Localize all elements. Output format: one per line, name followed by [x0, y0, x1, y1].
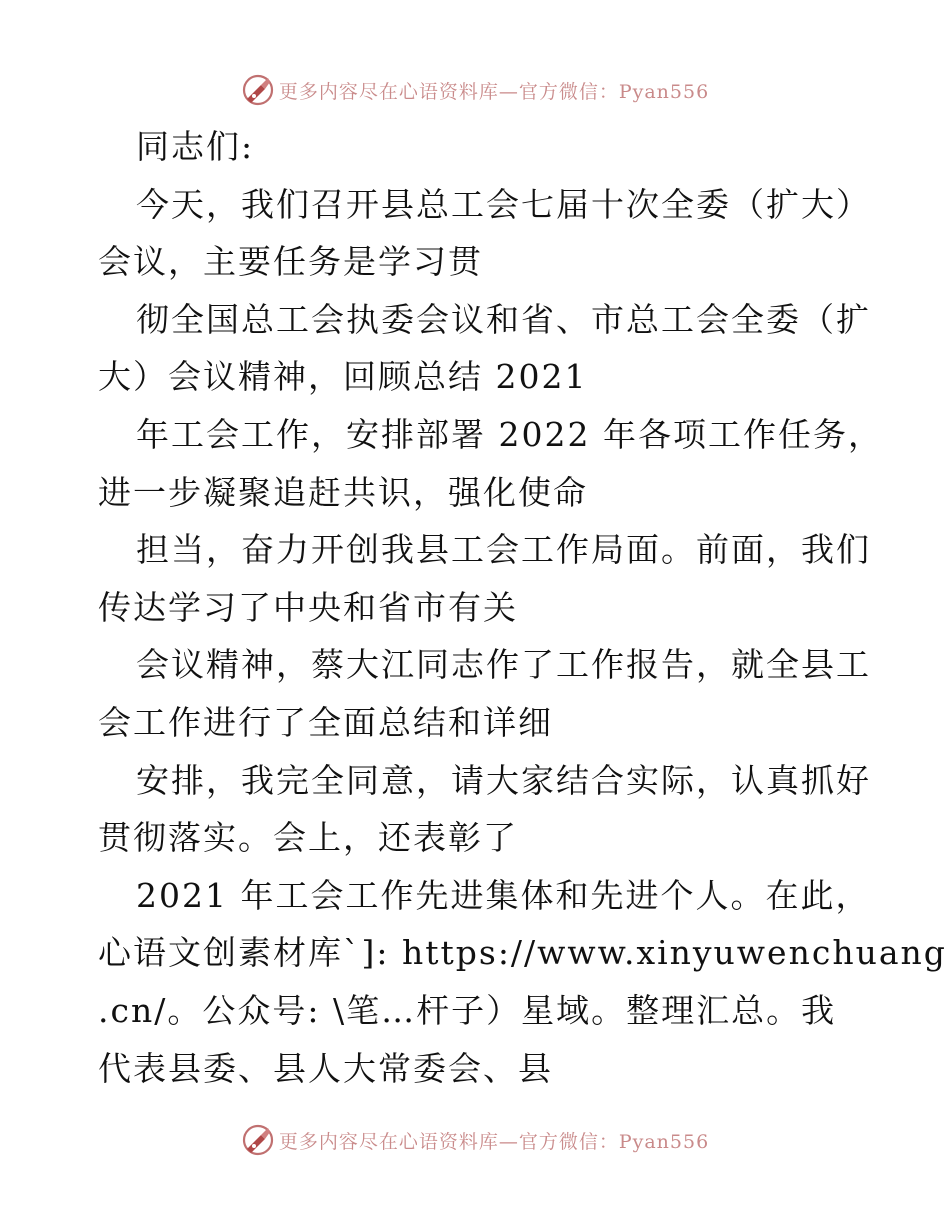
body-line: 贯彻落实。会上，还表彰了: [98, 818, 518, 858]
body-line: 担当，奋力开创我县工会工作局面。前面，我们: [136, 530, 871, 570]
document-body: [98, 118, 947, 1097]
body-line: 会议精神，蔡大江同志作了工作报告，就全县工: [136, 645, 871, 685]
body-line: 年工会工作，安排部署 2022 年各项工作任务，: [136, 414, 883, 454]
body-line: 代表县委、县人大常委会、县: [98, 1048, 553, 1088]
watermark-text: 更多内容尽在心语资料库—官方微信：Pyan556: [278, 1130, 710, 1153]
body-line: 安排，我完全同意，请大家结合实际，认真抓好: [136, 760, 871, 800]
pen-nib-logo-icon: [241, 73, 275, 107]
watermark-text: 更多内容尽在心语资料库—官方微信：Pyan556: [278, 80, 710, 103]
footer-watermark: [0, 1120, 950, 1160]
body-line: 2021 年工会工作先进集体和先进个人。在此，: [136, 875, 871, 915]
body-line: 今天，我们召开县总工会七届十次全委（扩大）: [136, 184, 871, 224]
body-line: 会工作进行了全面总结和详细: [98, 702, 553, 742]
body-line: 传达学习了中央和省市有关: [98, 587, 518, 627]
body-line: 会议，主要任务是学习贯: [98, 242, 483, 282]
body-line: 彻全国总工会执委会议和省、市总工会全委（扩: [136, 299, 871, 339]
body-line: 同志们:: [136, 127, 255, 166]
header-watermark: [0, 70, 950, 110]
body-line: 大）会议精神，回顾总结 2021: [98, 357, 588, 397]
body-line: .cn/。公众号: \笔…杆子）星域。整理汇总。我: [98, 990, 837, 1030]
pen-nib-logo-icon: [241, 1123, 275, 1157]
body-line: 进一步凝聚追赶共识，强化使命: [98, 472, 588, 512]
body-line: 心语文创素材库`]: https://www.xinyuwenchuang: [98, 933, 947, 973]
